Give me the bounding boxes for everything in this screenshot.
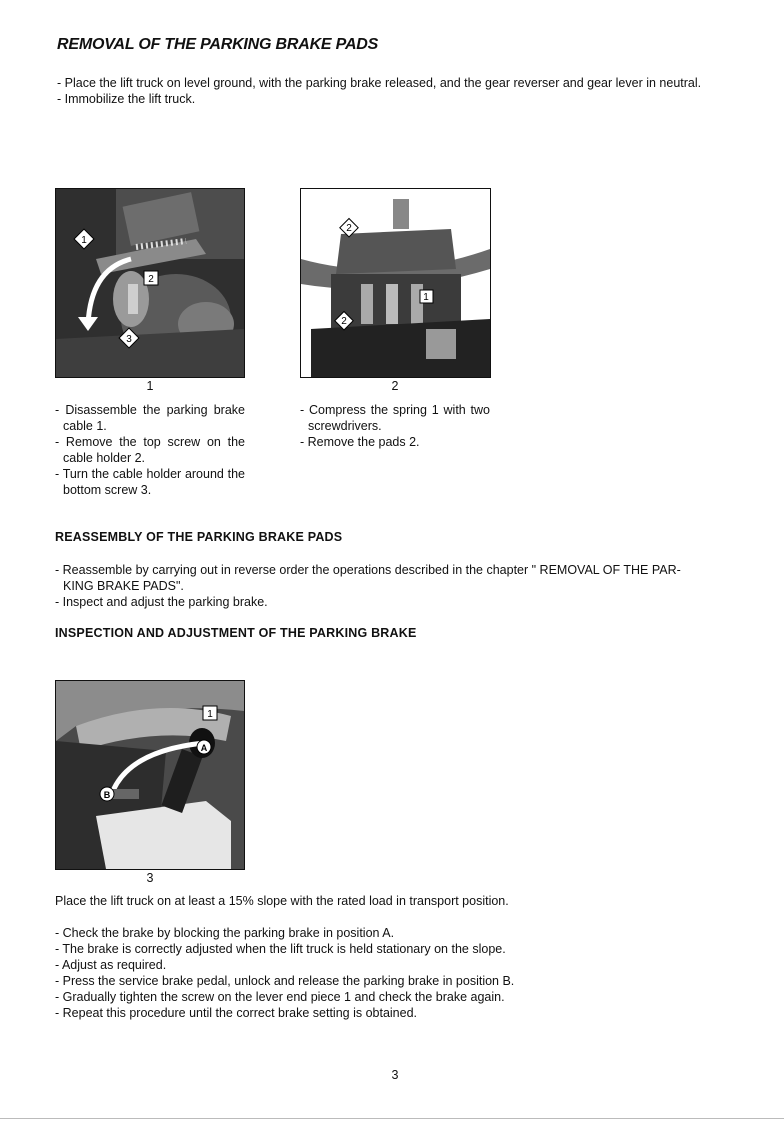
callout-label: 3 — [126, 334, 132, 345]
callout-label: 1 — [81, 235, 87, 246]
figure-3-number: 3 — [146, 871, 154, 885]
intro-line: - Immobilize the lift truck. — [57, 92, 196, 106]
callout-marker — [144, 271, 158, 285]
footer-divider — [0, 1118, 784, 1119]
callout-label: 2 — [148, 274, 154, 285]
callout-marker — [420, 290, 433, 303]
callout-label: 2 — [346, 223, 352, 234]
inspection-heading: INSPECTION AND ADJUSTMENT OF THE PARKING BRAKE — [55, 626, 417, 640]
step-item: - Adjust as required. — [55, 958, 167, 972]
step-item: - Check the brake by blocking the parking brake in position A. — [55, 926, 395, 940]
step-item: - Turn the cable holder around the bottom screw 3. — [55, 467, 245, 497]
step-item: - Remove the pads 2. — [300, 435, 420, 449]
figure-1-photo — [55, 188, 245, 378]
callout-label: 1 — [207, 709, 213, 720]
step-item: - Press the service brake pedal, unlock and release the parking brake in position B. — [55, 974, 515, 988]
step-item: - Disassemble the parking brake cable 1. — [55, 403, 245, 433]
step-item: - Compress the spring 1 with two screwdrivers. — [300, 403, 490, 433]
figure-3-photo — [55, 680, 245, 870]
figure-2-steps — [300, 402, 490, 450]
inspection-text — [55, 893, 755, 1021]
position-label: A — [200, 743, 208, 753]
position-marker-a — [197, 740, 211, 754]
step-item: - Gradually tighten the screw on the lever end piece 1 and check the brake again. — [55, 990, 505, 1004]
step-item: - The brake is correctly adjusted when the lift truck is held stationary on the slope. — [55, 942, 506, 956]
reassembly-text — [55, 562, 755, 610]
page-number: 3 — [391, 1068, 399, 1082]
figure-2-photo — [300, 188, 491, 378]
step-item: - Remove the top screw on the cable holder 2. — [55, 435, 245, 465]
intro-text — [57, 75, 757, 107]
callout-label: 1 — [423, 292, 429, 303]
reassembly-line: KING BRAKE PADS". — [63, 579, 184, 593]
intro-line: - Place the lift truck on level ground, with the parking brake released, and the gear reverser and gear lever in neutral. — [57, 76, 702, 90]
position-label: B — [103, 790, 111, 800]
step-item: - Repeat this procedure until the correct brake setting is obtained. — [55, 1006, 418, 1020]
callout-label: 2 — [341, 316, 347, 327]
position-marker-b — [100, 787, 114, 801]
reassembly-heading: REASSEMBLY OF THE PARKING BRAKE PADS — [55, 530, 343, 544]
figure-1-number: 1 — [146, 379, 154, 393]
figure-1-steps — [55, 402, 245, 498]
inspection-intro: Place the lift truck on at least a 15% slope with the rated load in transport position. — [55, 894, 509, 908]
reassembly-line: - Reassemble by carrying out in reverse order the operations described in the chapter " REMOVAL OF THE PAR- — [55, 563, 681, 577]
page-title: REMOVAL OF THE PARKING BRAKE PADS — [57, 36, 379, 53]
reassembly-line: - Inspect and adjust the parking brake. — [55, 595, 268, 609]
callout-marker — [203, 706, 217, 720]
figure-2-number: 2 — [391, 379, 399, 393]
